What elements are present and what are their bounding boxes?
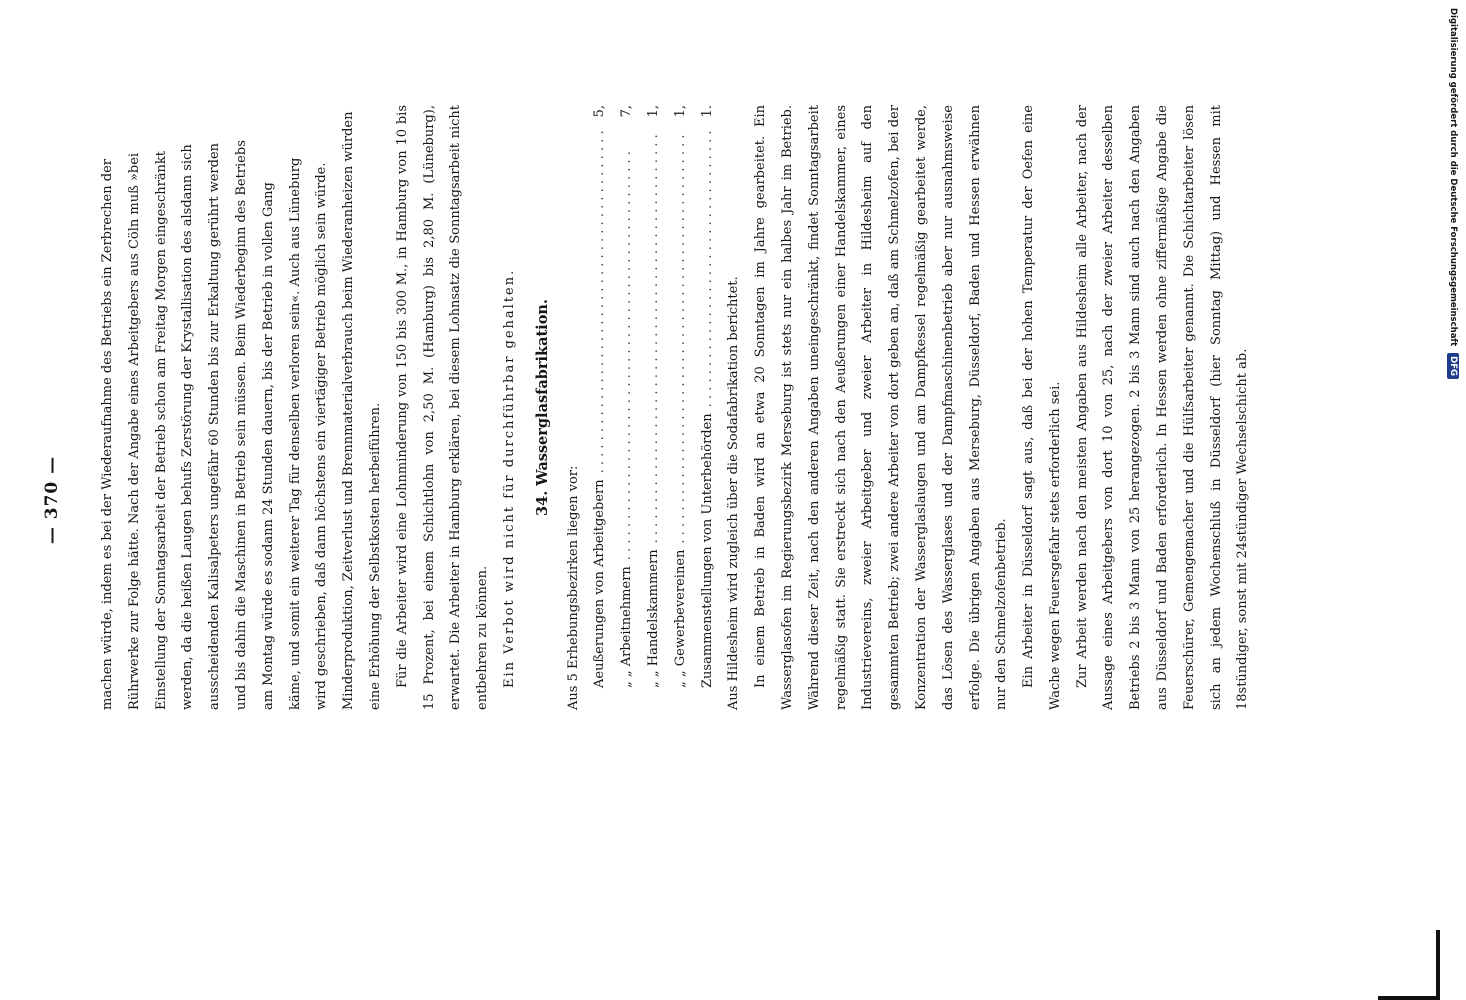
digitization-strip [1440,0,1466,1000]
list-item [587,105,614,710]
leader-dots [668,129,695,544]
verdict-paragraph: Ein Verbot wird nicht für durchführbar gehalten. [501,268,517,688]
stat-count: 1. [699,105,715,118]
continuation-paragraph [95,105,390,710]
credit-text: Digitalisierung gefördert durch die Deutsche Forschungsgemeinschaft [1448,8,1458,347]
list-item [695,105,722,710]
section-title: 34. Wasserglasfabrikation. [533,299,551,516]
leader-dots [614,129,641,560]
text-line: eine Erhöhung der Selbstkosten herbeiführen. [367,402,383,710]
stat-count: 5, [592,105,608,118]
stat-count: 1, [645,105,661,118]
text-line: käme, und somit ein weiterer Tag für denselben verloren sein«. Auch aus Lüneburg [287,157,303,710]
list-item [614,105,641,710]
leader-dots [587,129,614,473]
body-paragraph: In einem Betrieb in Baden wird an etwa 20 Sonntagen im Jahre gearbeitet. Ein Wasserglasofen im Regierungsbezirk Merseburg ist stets nur ein halbes Jahr im Betrieb. Während dieser Zeit, nach den anderen Angaben uneingeschränkt, findet Sonntagsarbeit regelmäßig statt. Sie erstreckt sich nach den Aeußerungen einer Handelskammer, eines Industrievereins, zweier Arbeitgeber und zweier Arbeiter in Hildesheim auf den gesammten Betrieb; zwei andere Arbeiter von dort geben an, daß am Schmelzofen, bei der Konzentration der Wasserglaslaugen und am Dampfkessel regelmäßig gearbeitet werde, das Lösen des Wasserglases und der Dampfmaschinenbetrieb aber nur ausnahmsweise erfolge. Die übrigen Angaben aus Merseburg, Düsseldorf, Baden und Hessen erwähnen nur den Schmelzofenbetrieb. [753,105,1010,710]
stat-label: Aeußerungen von Arbeitgebern [592,479,608,688]
text-line: werden, da die heißen Laugen behufs Zerstörung der Krystallisation des alsdann sich [180,144,196,710]
body-paragraph: Ein Arbeiter in Düsseldorf sagt aus, daß bei der hohen Temperatur der Oefen eine Wache wegen Feuersgefahr stets erforderlich sei. [1021,105,1063,710]
stat-label: Zusammenstellungen von Unterbehörden [699,413,715,688]
list-item [668,105,695,710]
page-body [95,105,1257,710]
leader-dots [695,129,722,407]
wage-paragraph: Für die Arbeiter wird eine Lohnminderung von 150 bis 300 M., in Hamburg von 10 bis 15 Prozent, bei einem Schichtlohn von 2,50 M. (Hamburg) bis 2,80 M. (Lüneburg), erwartet. Die Arbeiter in Hamburg erklären, bei diesem Lohnsatz die Sonntagsarbeit nicht entbehren zu können. [394,105,491,710]
text-line: Minderproduktion, Zeitverlust und Brennmaterialverbrauch beim Wiederanheizen würden [341,111,357,710]
section-intro: Aus 5 Erhebungsbezirken liegen vor: [565,465,581,710]
statements-list [587,105,721,710]
hildesheim-note: Aus Hildesheim wird zugleich über die Sodafabrikation berichtet. [726,276,742,710]
page-number: — 370 — [42,455,62,545]
text-line: Rührwerke zur Folge hätte. Nach der Angabe eines Arbeitgebers aus Cöln muß »bei [126,152,142,710]
dfg-logo-text: DFG [1447,353,1459,379]
leader-dots [641,129,668,543]
text-line: Einstellung der Sonntagsarbeit der Betrieb schon am Freitag Morgen eingeschränkt [153,150,169,710]
dfg-credit [1440,8,1466,398]
stat-count: 1, [672,105,688,118]
stat-label: „ „ Arbeitnehmern [619,566,635,688]
stat-label: „ „ Gewerbevereinen [672,549,688,688]
text-line: und bis dahin die Maschinen in Betrieb sein müssen. Beim Wiederbeginn des Betriebs [233,140,249,710]
text-line: am Montag würde es sodann 24 Stunden dauern, bis der Betrieb in vollen Gang [260,182,276,710]
scan-edge-mark [1378,996,1440,1000]
text-line: ausscheidenden Kalisalpeters ungefähr 60 Stunden bis zur Erkaltung gerührt werden [207,142,223,710]
scan-edge-mark [1436,930,1440,1000]
stat-count: 7, [619,105,635,118]
text-line: wird geschrieben, daß dann höchstens ein viertägiger Betrieb möglich sein würde. [314,162,330,710]
text-line: machen würde, indem es bei der Wiederaufnahme des Betriebs ein Zerbrechen der [100,159,115,710]
stat-label: „ „ Handelskammern [645,549,661,688]
list-item [641,105,668,710]
body-paragraph: Zur Arbeit werden nach den meisten Angaben aus Hildesheim alle Arbeiter, nach der Aussage eines Arbeitgebers von dort 10 von 25, nach der zweier Arbeiter desselben Betriebs 2 bis 3 Mann von 25 herangezogen. 2 bis 3 Mann sind auch nach den Angaben aus Düsseldorf und Baden erforderlich. In Hessen werden ohne ziffermäßige Angabe die Feuerschürer, Gemengemacher und die Hülfsarbeiter genannt. Die Schichtarbeiter lösen sich an jedem Wochenschluß in Düsseldorf (hier Sonntag Mittag) und Hessen mit 18stündiger, sonst mit 24stündiger Wechselschicht ab. [1074,105,1251,710]
